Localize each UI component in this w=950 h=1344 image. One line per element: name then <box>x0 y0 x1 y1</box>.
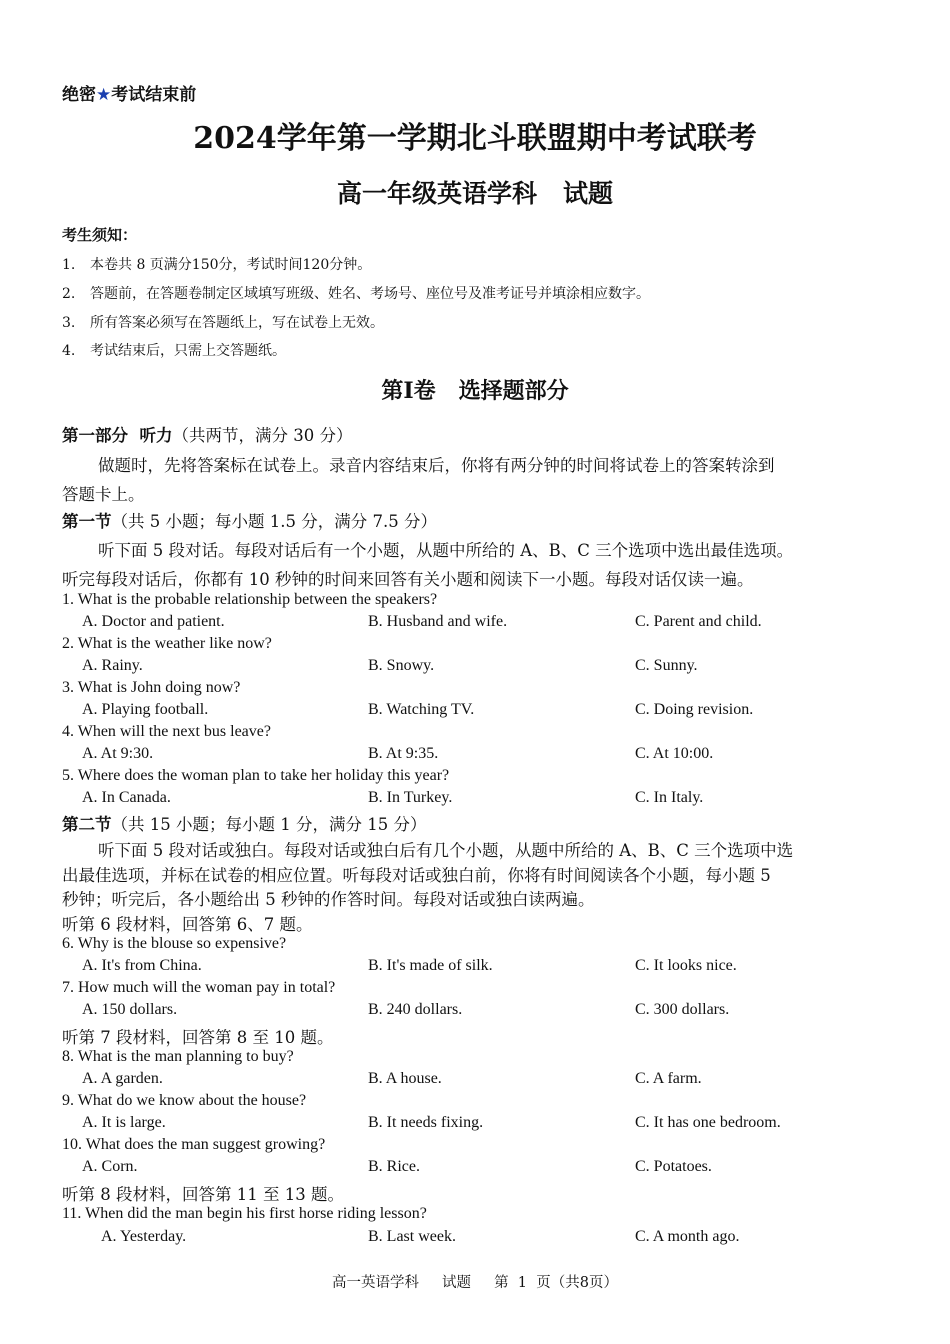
question-stem: 7. How much will the woman pay in total? <box>62 979 336 996</box>
question-stem: 9. What do we know about the house? <box>62 1092 307 1109</box>
option-a: A. A garden. <box>82 1070 163 1087</box>
question-stem: 2. What is the weather like now? <box>62 635 272 652</box>
option-c: C. Potatoes. <box>635 1158 712 1175</box>
option-b: B. It's made of silk. <box>368 957 493 974</box>
option-a: A. Corn. <box>82 1158 138 1175</box>
question-options <box>0 1158 950 1178</box>
option-a: A. In Canada. <box>82 789 171 806</box>
option-a: A. Yesterday. <box>101 1228 187 1245</box>
option-a: A. Rainy. <box>82 657 143 674</box>
confidential-label <box>62 80 196 105</box>
option-c: C. It looks nice. <box>635 957 737 974</box>
question-options <box>0 1114 950 1134</box>
question-stem: 10. What does the man suggest growing? <box>62 1136 326 1153</box>
option-c: C. Doing revision. <box>635 701 754 718</box>
option-b: B. Last week. <box>368 1228 456 1245</box>
option-a: A. It's from China. <box>82 957 202 974</box>
option-a: A. Doctor and patient. <box>82 613 225 630</box>
part1-intro: 做题时，先将答案标在试卷上。录音内容结束后，你将有两分钟的时间将试卷上的答案转涂到 <box>98 456 775 475</box>
option-a: A. Playing football. <box>82 701 209 718</box>
notice-item: 4. 考试结束后，只需上交答题纸。 <box>62 343 286 359</box>
option-b: B. At 9:35. <box>368 745 439 762</box>
question-options <box>0 957 950 977</box>
question-stem: 11. When did the man begin his first horse riding lesson? <box>62 1205 427 1222</box>
question-stem: 6. Why is the blouse so expensive? <box>62 935 287 952</box>
option-b: B. It needs fixing. <box>368 1114 484 1131</box>
question-stem: 1. What is the probable relationship between the speakers? <box>62 591 438 608</box>
notice-heading: 考生须知： <box>62 226 138 244</box>
section1-heading: 第一节（共 5 小题；每小题 1.5 分，满分 7.5 分） <box>62 512 437 531</box>
option-c: C. 300 dollars. <box>635 1001 730 1018</box>
question-options <box>0 1070 950 1090</box>
question-stem: 5. Where does the woman plan to take her holiday this year? <box>62 767 450 784</box>
part1-heading: 第一部分 听力（共两节，满分 30 分） <box>62 426 353 445</box>
section2-intro: 出最佳选项，并标在试卷的相应位置。听每段对话或独白前，你将有时间阅读各个小题，每小题 5 <box>62 866 771 885</box>
section2-heading: 第二节（共 15 小题；每小题 1 分，满分 15 分） <box>62 815 427 834</box>
question-options <box>0 745 950 765</box>
option-b: B. Rice. <box>368 1158 420 1175</box>
exam-subtitle: 高一年级英语学科 试题 <box>336 179 614 208</box>
option-c: C. Sunny. <box>635 657 698 674</box>
exam-title: 2024学年第一学期北斗联盟期中考试联考 <box>193 121 757 156</box>
question-options <box>0 1001 950 1021</box>
material-label: 听第 6 段材料，回答第 6、7 题。 <box>62 915 313 934</box>
option-c: C. Parent and child. <box>635 613 762 630</box>
option-a: A. At 9:30. <box>82 745 154 762</box>
option-a: A. It is large. <box>82 1114 166 1131</box>
part1-intro: 答题卡上。 <box>62 485 145 504</box>
confidential-suffix: 考试结束前 <box>111 85 197 105</box>
section1-intro: 听下面 5 段对话。每段对话后有一个小题，从题中所给的 A、B、C 三个选项中选出最佳选项。 <box>98 541 794 560</box>
option-c: C. A farm. <box>635 1070 702 1087</box>
option-b: B. 240 dollars. <box>368 1001 463 1018</box>
material-label: 听第 7 段材料，回答第 8 至 10 题。 <box>62 1028 334 1047</box>
option-b: B. Husband and wife. <box>368 613 508 630</box>
option-c: C. In Italy. <box>635 789 704 806</box>
question-options <box>0 657 950 677</box>
question-stem: 3. What is John doing now? <box>62 679 241 696</box>
option-c: C. A month ago. <box>635 1228 740 1245</box>
notice-item: 3. 所有答案必须写在答题纸上，写在试卷上无效。 <box>62 315 384 331</box>
question-stem: 8. What is the man planning to buy? <box>62 1048 294 1065</box>
option-b: B. Snowy. <box>368 657 435 674</box>
option-b: B. Watching TV. <box>368 701 475 718</box>
star-icon: ★ <box>96 85 112 105</box>
section2-intro: 听下面 5 段对话或独白。每段对话或独白后有几个小题，从题中所给的 A、B、C 三个选项中选 <box>98 841 794 860</box>
option-c: C. At 10:00. <box>635 745 714 762</box>
question-options <box>0 1228 950 1248</box>
material-label: 听第 8 段材料，回答第 11 至 13 题。 <box>62 1185 344 1204</box>
question-options <box>0 789 950 809</box>
section2-intro: 秒钟；听完后，各小题给出 5 秒钟的作答时间。每段对话或独白读两遍。 <box>62 890 595 909</box>
volume-title: 第Ⅰ卷 选择题部分 <box>381 378 569 404</box>
question-options <box>0 701 950 721</box>
option-a: A. 150 dollars. <box>82 1001 178 1018</box>
notice-item: 2. 答题前，在答题卷制定区域填写班级、姓名、考场号、座位号及准考证号并填涂相应数字。 <box>62 286 650 302</box>
page-footer: 高一英语学科 试题 第 1 页（共8页） <box>332 1275 618 1291</box>
option-c: C. It has one bedroom. <box>635 1114 781 1131</box>
option-b: B. A house. <box>368 1070 442 1087</box>
option-b: B. In Turkey. <box>368 789 453 806</box>
question-options <box>0 613 950 633</box>
question-stem: 4. When will the next bus leave? <box>62 723 271 740</box>
notice-item: 1. 本卷共 8 页满分150分，考试时间120分钟。 <box>62 257 372 273</box>
section1-intro: 听完每段对话后，你都有 10 秒钟的时间来回答有关小题和阅读下一小题。每段对话仅读一遍。 <box>62 570 754 589</box>
confidential-text: 绝密 <box>62 85 96 105</box>
